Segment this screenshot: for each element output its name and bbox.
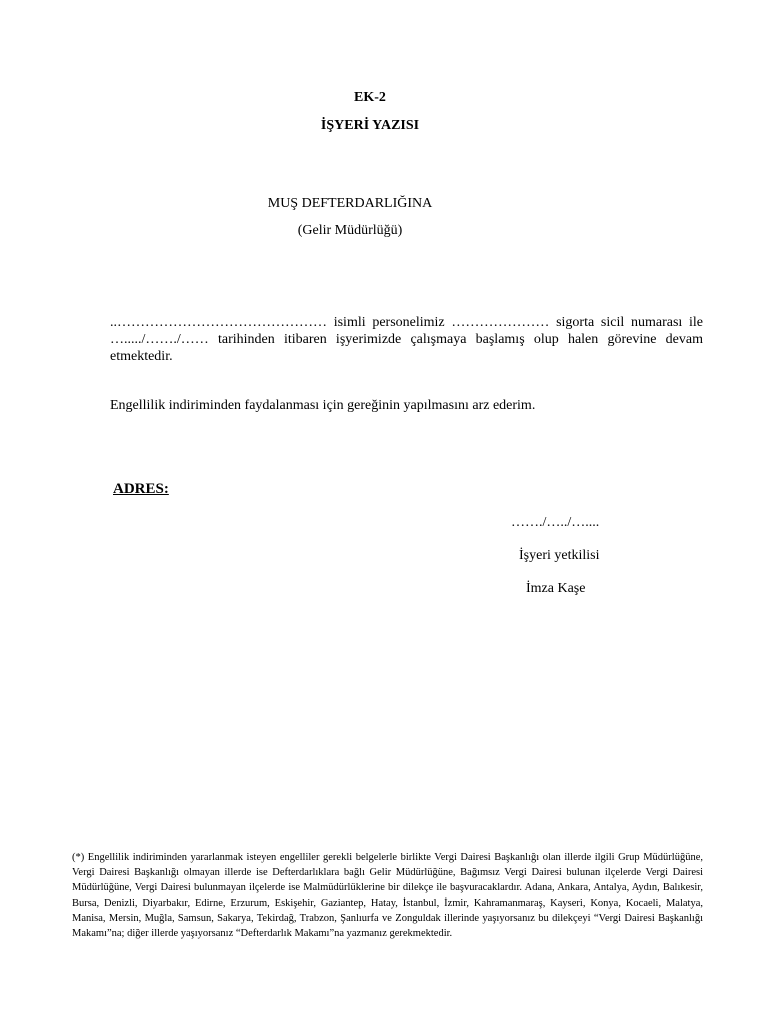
recipient: MUŞ DEFTERDARLIĞINA <box>267 196 433 211</box>
signature-stamp-label: İmza Kaşe <box>526 581 586 596</box>
document-code: EK-2 <box>354 90 386 105</box>
request-sentence: Engellilik indiriminden faydalanması için gereğinin yapılmasını arz ederim. <box>110 398 536 413</box>
date-line: ……./…../….... <box>511 515 600 530</box>
body-paragraph: ..……………………………………… isimli personelimiz ………………… sigorta sicil numarası ile …...../……./…… tarihinden itibaren işyerimizde çalışmaya başlamış olup halen görevine devam etmektedir. <box>110 315 703 364</box>
document-title: İŞYERİ YAZISI <box>320 118 420 133</box>
signer-title: İşyeri yetkilisi <box>519 548 600 563</box>
footnote: (*) Engellilik indiriminden yararlanmak isteyen engelliler gerekli belgelerle birlikte Vergi Dairesi Başkanlığı olan illerde ilgili Grup Müdürlüğüne, Vergi Dairesi Başkanlığı olmayan illerde ise Defterdarlıklara bağlı Gelir Müdürlüğüne, Bağımsız Vergi Dairesi bulunan ilçelerde Vergi Dairesi Müdürlüğüne, Vergi Dairesi bulunmayan ilçelerde ise Malmüdürlüklerine bir dilekçe ile başvuracaklardır. Adana, Ankara, Antalya, Aydın, Balıkesir, Bursa, Denizli, Diyarbakır, Edirne, Erzurum, Eskişehir, Gaziantep, Hatay, İstanbul, İzmir, Kahramanmaraş, Kayseri, Konya, Kocaeli, Malatya, Manisa, Mersin, Muğla, Samsun, Sakarya, Tekirdağ, Trabzon, Şanlıurfa ve Zonguldak illerinde yaşıyorsanız bu dilekçeyi “Vergi Dairesi Başkanlığı Makamı”na; diğer illerde yaşıyorsanız “Defterdarlık Makamı”na yazmanız gerekmektedir. <box>72 852 703 940</box>
recipient-subtitle: (Gelir Müdürlüğü) <box>297 223 403 238</box>
address-label: ADRES: <box>113 481 169 497</box>
